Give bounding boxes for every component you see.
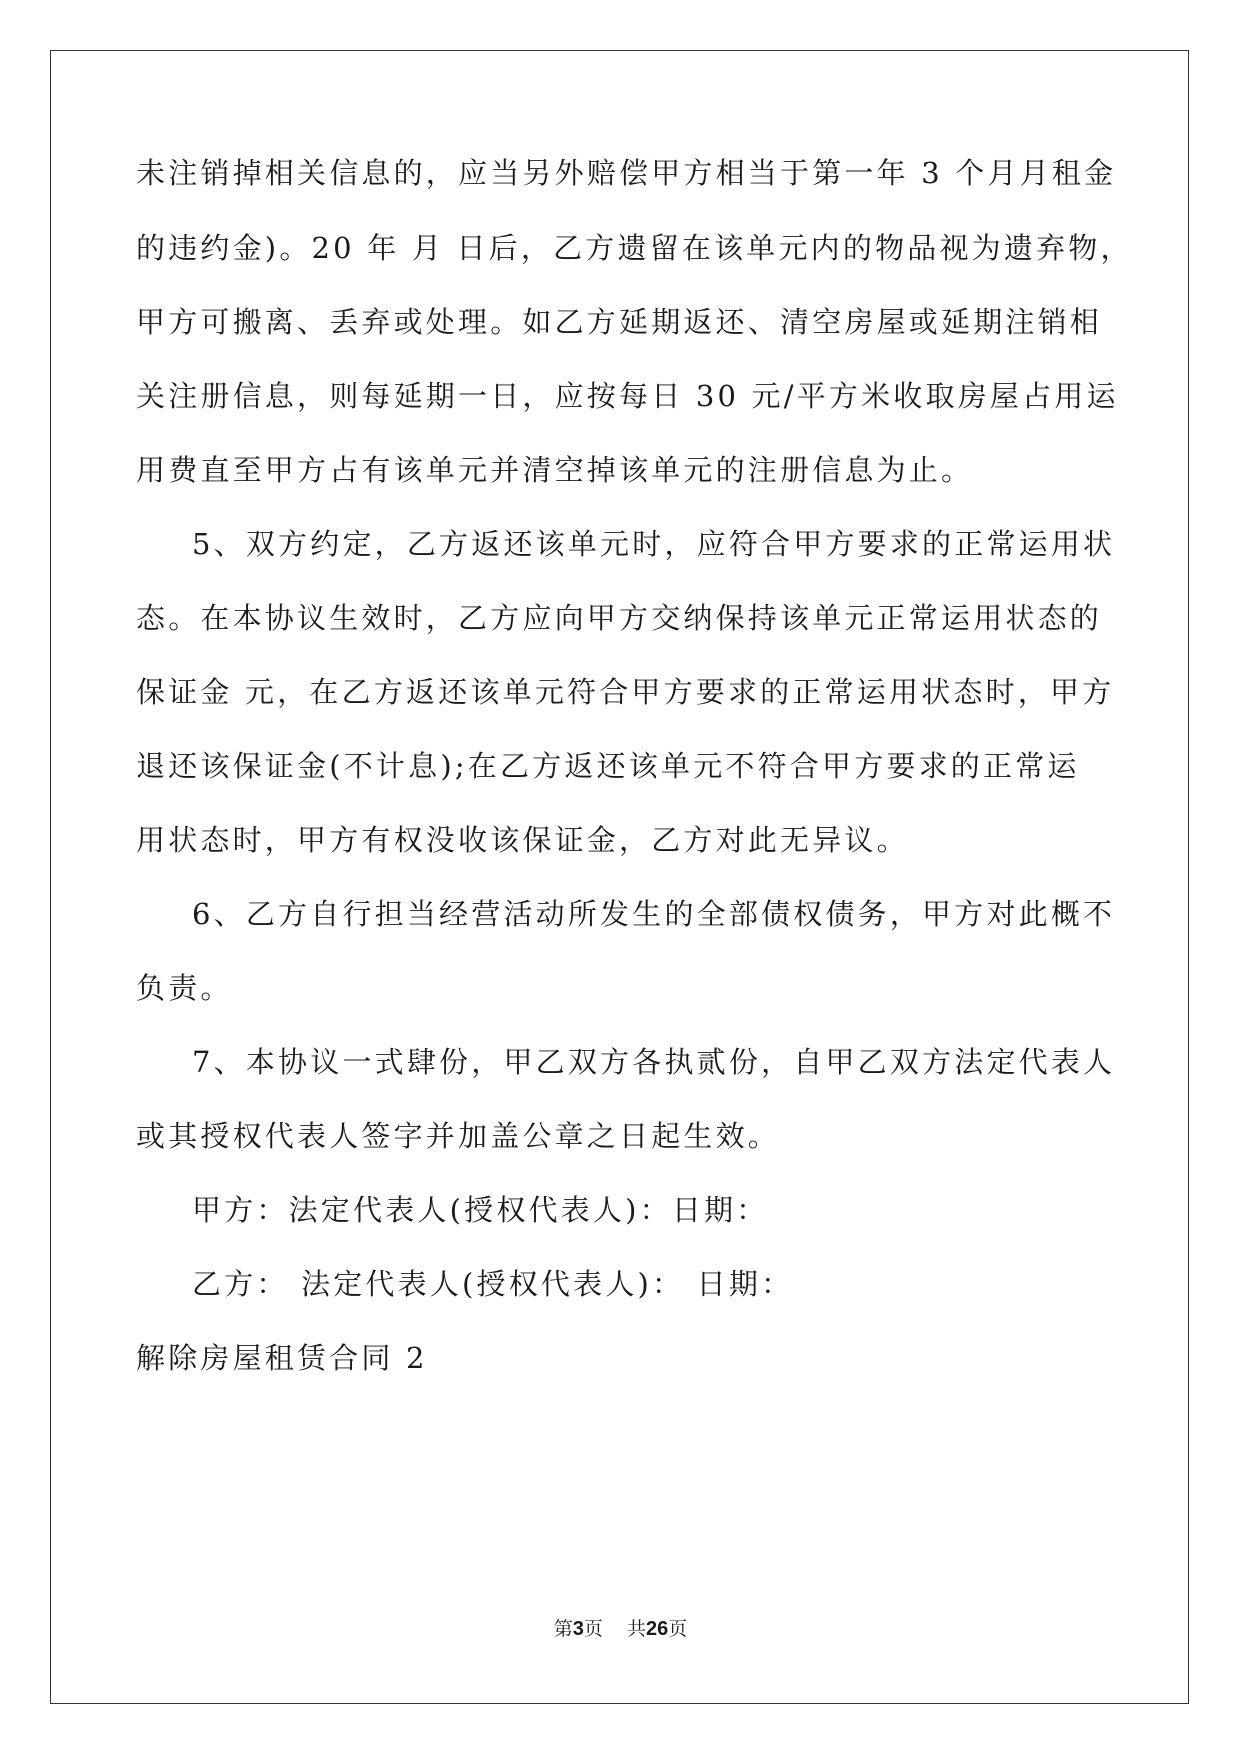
party-a-signature-line: 甲方：法定代表人(授权代表人)：日期：: [192, 1193, 769, 1227]
clause-7-line-2: 或其授权代表人签字并加盖公章之日起生效。: [136, 1119, 781, 1153]
clause-6-line-2: 负责。: [136, 971, 233, 1005]
total-page-count: 26: [646, 1618, 669, 1640]
body-line-1: 未注销掉相关信息的，应当另外赔偿甲方相当于第一年 3 个月月租金: [136, 156, 1117, 190]
clause-5-line-2: 态。在本协议生效时，乙方应向甲方交纳保持该单元正常运用状态的: [136, 601, 1103, 635]
clause-5-line-3: 保证金 元，在乙方返还该单元符合甲方要求的正常运用状态时，甲方: [136, 675, 1115, 709]
footer-page-unit: 页: [583, 1618, 603, 1640]
clause-5-line-5: 用状态时，甲方有权没收该保证金，乙方对此无异议。: [136, 823, 909, 857]
footer-total-unit: 页: [668, 1618, 688, 1640]
clause-6-line-1: 6、乙方自行担当经营活动所发生的全部债权债务，甲方对此概不: [192, 897, 1116, 931]
clause-5-line-4: 退还该保证金(不计息);在乙方返还该单元不符合甲方要求的正常运: [136, 749, 1080, 783]
current-page-number: 3: [572, 1618, 584, 1640]
footer-total-prefix: 共: [627, 1618, 647, 1640]
clause-5-line-1: 5、双方约定，乙方返还该单元时，应符合甲方要求的正常运用状: [192, 527, 1116, 561]
clause-7-line-1: 7、本协议一式肆份，甲乙双方各执贰份，自甲乙双方法定代表人: [192, 1045, 1116, 1079]
footer-prefix: 第: [553, 1618, 573, 1640]
body-line-4: 关注册信息，则每延期一日，应按每日 30 元/平方米收取房屋占用运: [136, 379, 1119, 413]
page-footer: [0, 1617, 1241, 1641]
next-document-title: 解除房屋租赁合同 2: [136, 1341, 428, 1375]
page-border: [50, 50, 1189, 1704]
body-line-5: 用费直至甲方占有该单元并清空掉该单元的注册信息为止。: [136, 453, 974, 487]
body-line-2: 的违约金)。20 年 月 日后，乙方遗留在该单元内的物品视为遗弃物，: [136, 231, 1133, 265]
body-line-3: 甲方可搬离、丢弃或处理。如乙方延期返还、清空房屋或延期注销相: [136, 305, 1103, 339]
party-b-signature-line: 乙方： 法定代表人(授权代表人)： 日期：: [192, 1267, 794, 1301]
